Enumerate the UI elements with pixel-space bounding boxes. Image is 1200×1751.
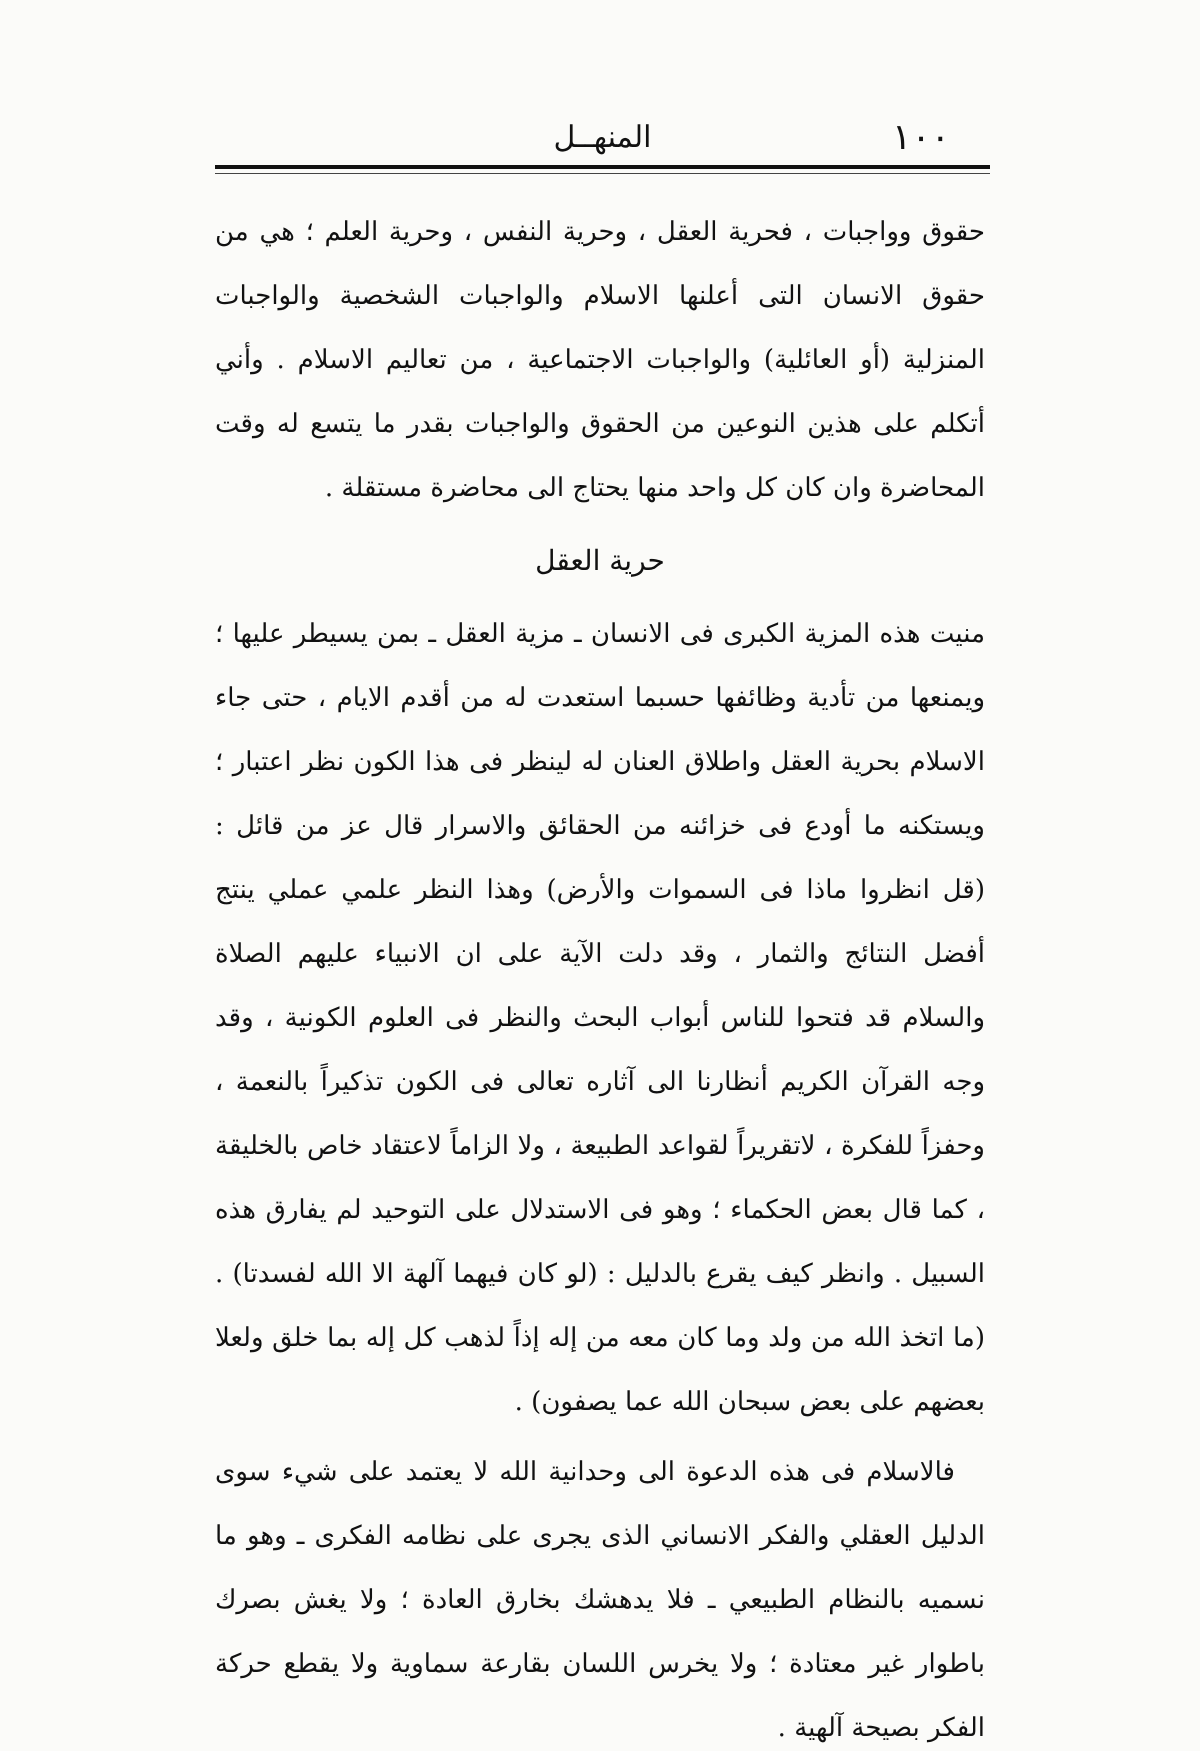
- paragraph-freedom-of-mind: منيت هذه المزية الكبرى فى الانسان ـ مزية العقل ـ بمن يسيطر عليها ؛ ويمنعها من تأدية وظائفها حسبما استعدت له من أقدم الايام ، حتى جاء الاسلام بحرية العقل واطلاق العنان له لينظر فى هذا الكون نظر اعتبار ؛ ويستكنه ما أودع فى خزائنه من الحقائق والاسرار قال عز من قائل : (قل انظروا ماذا فى السموات والأرض) وهذا النظر علمي عملي ينتج أفضل النتائج والثمار ، وقد دلت الآية على ان الانبياء عليهم الصلاة والسلام قد فتحوا للناس أبواب البحث والنظر فى العلوم الكونية ، وقد وجه القرآن الكريم أنظارنا الى آثاره تعالى فى الكون تذكيراً بالنعمة ، وحفزاً للفكرة ، لاتقريراً لقواعد الطبيعة ، ولا الزاماً لاعتقاد خاص بالخليقة ، كما قال بعض الحكماء ؛ وهو فى الاستدلال على التوحيد لم يفارق هذه السبيل . وانظر كيف يقرع بالدليل : (لو كان فيهما آلهة الا الله لفسدتا) . (ما اتخذ الله من ولد وما كان معه من إله إذاً لذهب كل إله بما خلق ولعلا بعضهم على بعض سبحان الله عما يصفون) .: [215, 619, 985, 1417]
- header-rule: [215, 165, 990, 169]
- paragraph-islam-reason: فالاسلام فى هذه الدعوة الى وحدانية الله لا يعتمد على شيء سوى الدليل العقلي والفكر الانساني الذى يجرى على نظامه الفكرى ـ وهو ما نسميه بالنظام الطبيعي ـ فلا يدهشك بخارق العادة ؛ ولا يغش بصرك باطوار غير معتادة ؛ ولا يخرس اللسان بقارعة سماوية ولا يقطع حركة الفكر بصيحة آلهية .: [215, 1457, 985, 1743]
- page-number: ١٠٠: [891, 117, 950, 158]
- paragraph-intro: حقوق وواجبات ، فحرية العقل ، وحرية النفس ، وحرية العلم ؛ هي من حقوق الانسان التى أعلنها الاسلام والواجبات الشخصية والواجبات المنزلية (أو العائلية) والواجبات الاجتماعية ، من تعاليم الاسلام . وأني أتكلم على هذين النوعين من الحقوق والواجبات بقدر ما يتسع له وقت المحاضرة وان كان كل واحد منها يحتاج الى محاضرة مستقلة .: [215, 217, 985, 503]
- page-header: [215, 112, 990, 164]
- article-body: [215, 200, 985, 1751]
- section-heading: حرية العقل: [535, 544, 665, 577]
- header-rule-thin: [215, 173, 990, 174]
- journal-title: المنهــل: [553, 120, 652, 155]
